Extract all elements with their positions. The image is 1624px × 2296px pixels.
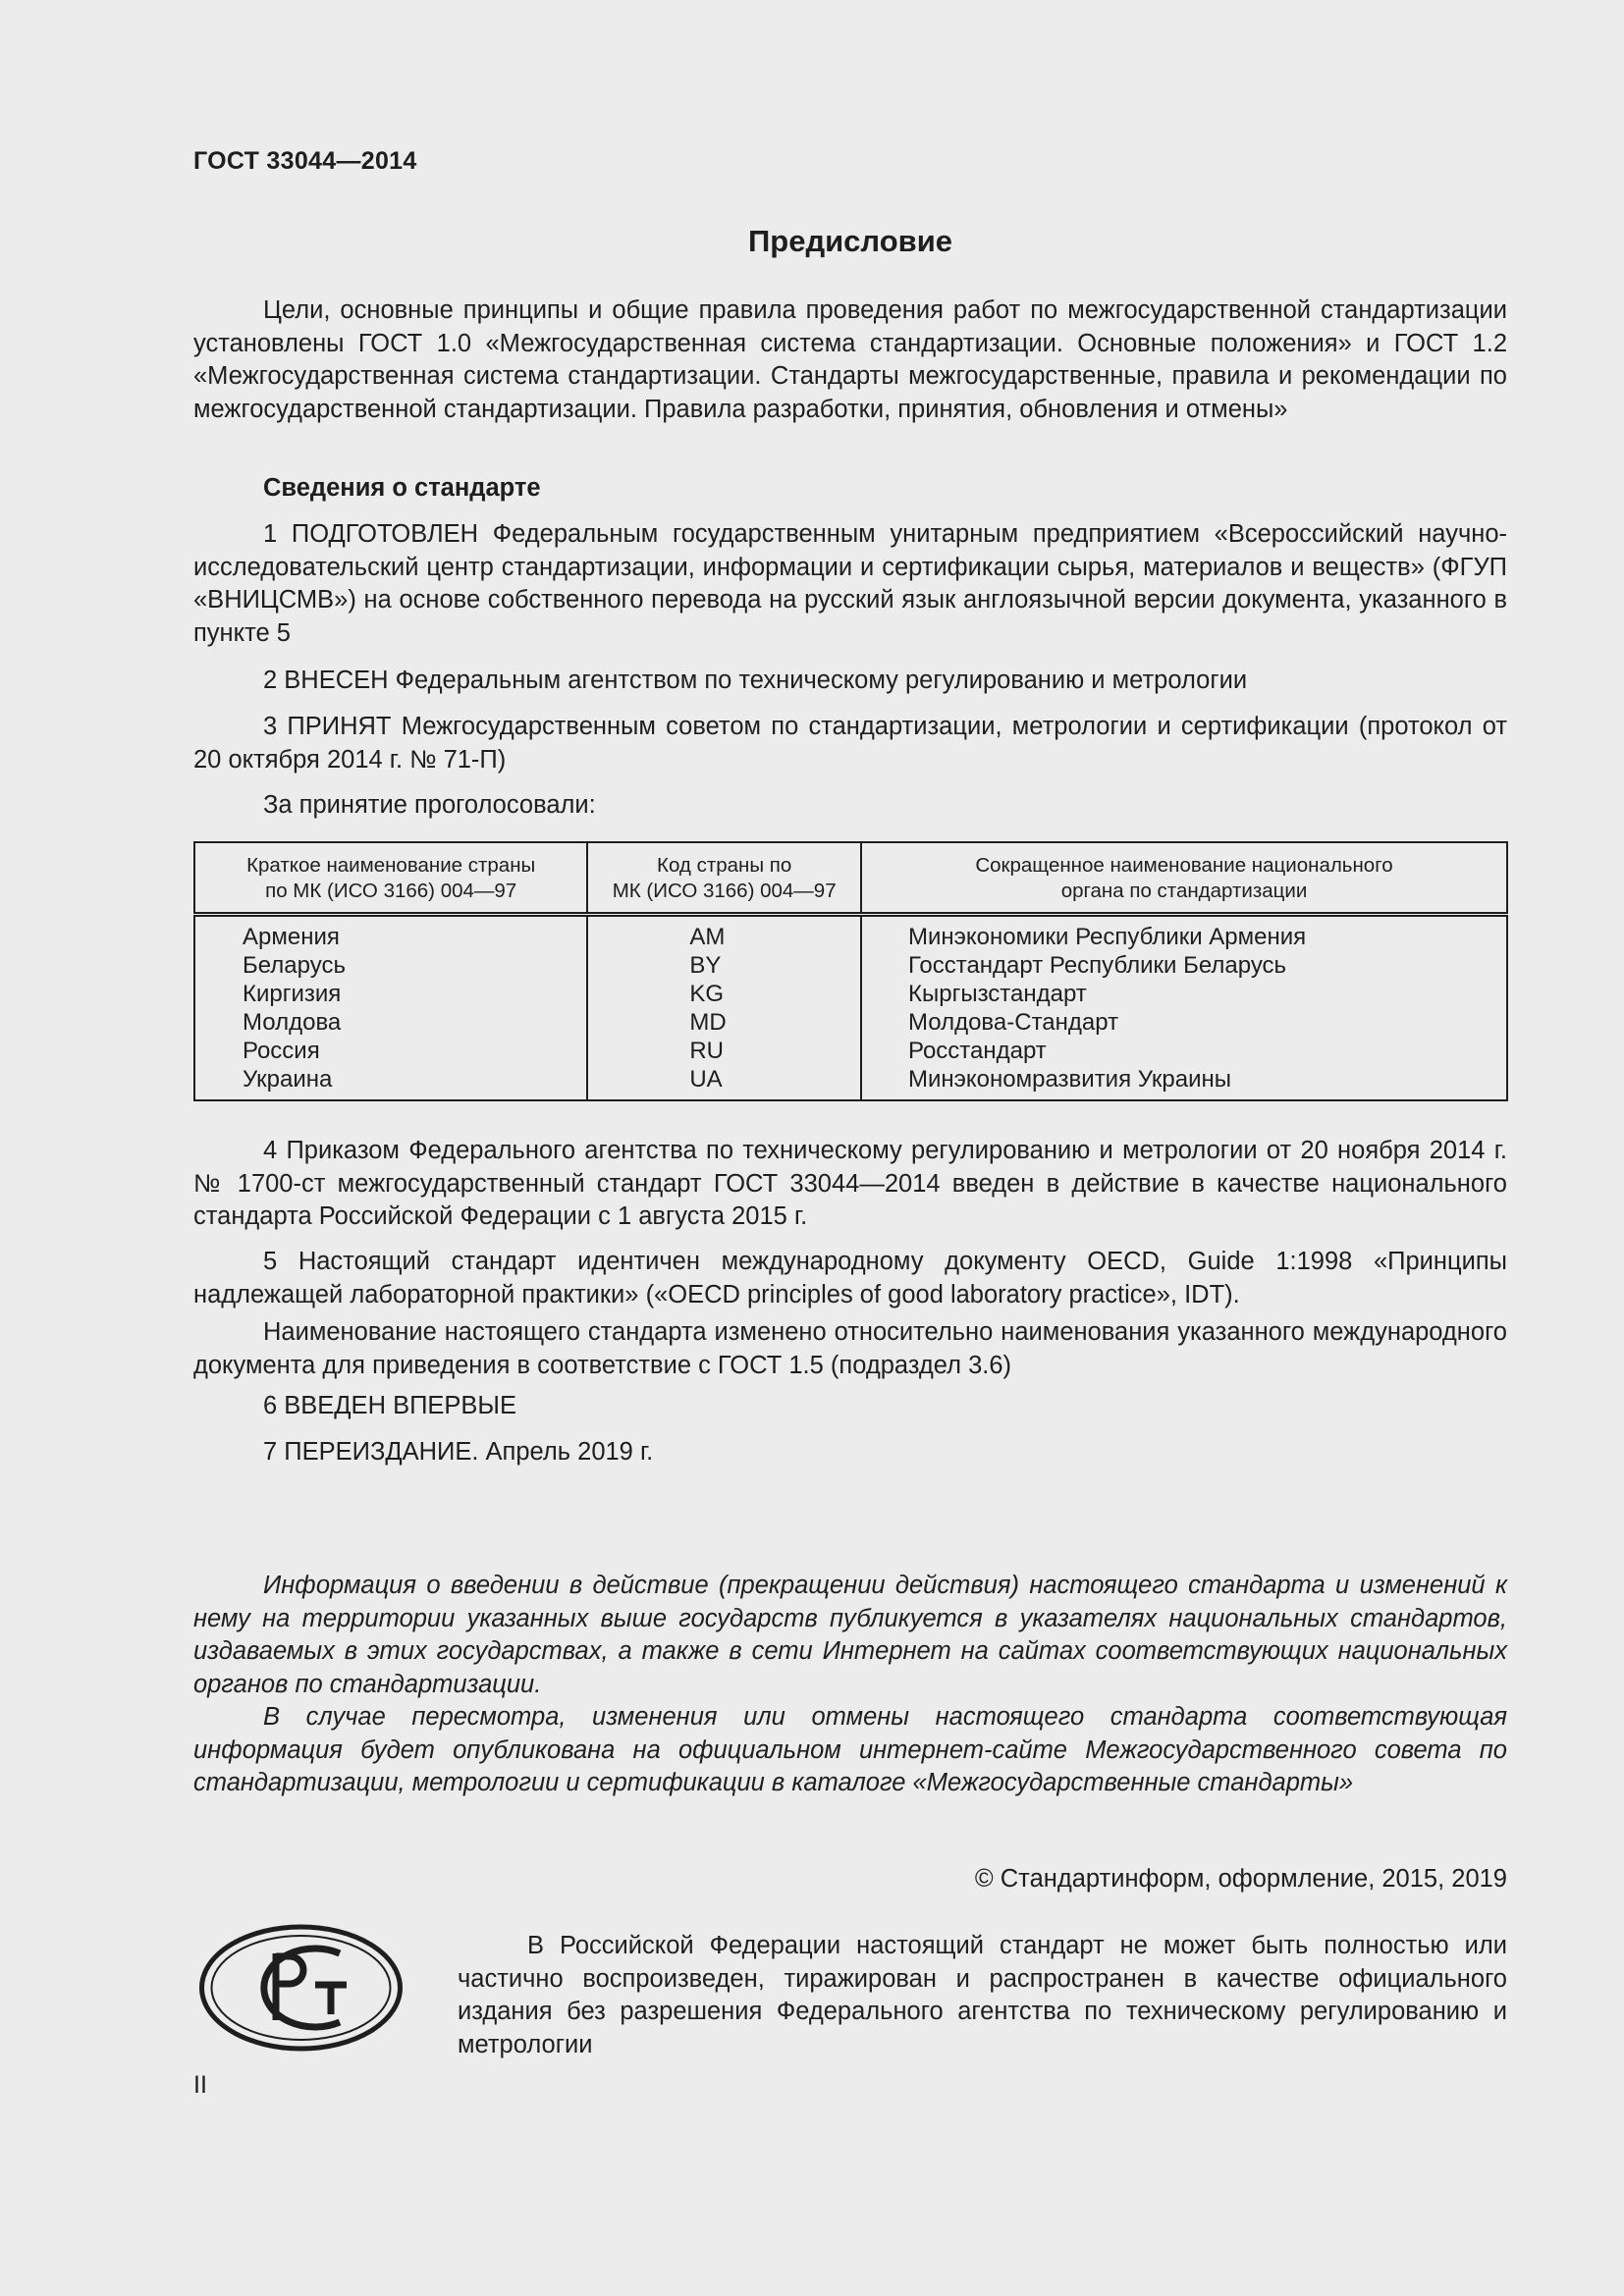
item-1 (193, 518, 1507, 650)
info-italic-block (193, 1570, 1507, 1800)
table-row (194, 1008, 1507, 1037)
country-name: Армения (194, 915, 587, 952)
country-code: RU (587, 1037, 861, 1065)
country-code: AM (587, 915, 861, 952)
national-body: Росстандарт (861, 1037, 1507, 1065)
item-7 (193, 1436, 1507, 1469)
header-country-code: Код страны по МК (ИСО 3166) 004—97 (587, 842, 861, 915)
item-2-text: 2 ВНЕСЕН Федеральным агентством по техническому регулированию и метрологии (263, 667, 1248, 694)
intro-text: Цели, основные принципы и общие правила проведения работ по межгосударственной стандартизации установлены ГОСТ 1.0 «Межгосударственная система стандартизации. Основные положения» и ГОСТ 1.2 «Межгосударственная система стандартизации. Стандарты межгосударственные, правила и рекомендации по межгосударственной стандартизации. Правила разработки, принятия, обновления и отмены» (193, 296, 1507, 423)
table-header-row (194, 842, 1507, 915)
voted-text: За принятие проголосовали: (263, 791, 596, 819)
rst-logo-icon (199, 1924, 403, 2052)
info-italic-2: В случае пересмотра, изменения или отмены настоящего стандарта соответствующая информация будет опубликована на официальном интернет-сайте Межгосударственного совета по стандартизации, метрологии и сертификации в каталоге «Межгосударственные стандарты» (193, 1703, 1507, 1796)
country-code: UA (587, 1065, 861, 1100)
country-code: KG (587, 980, 861, 1008)
rst-logo-text: РСТ (300, 2047, 302, 2048)
item-3-text: 3 ПРИНЯТ Межгосударственным советом по стандартизации, метрологии и сертификации (протокол от 20 октября 2014 г. № 71-П) (193, 713, 1507, 774)
national-body: Госстандарт Республики Беларусь (861, 951, 1507, 980)
page-number: II (193, 2071, 207, 2099)
national-body: Минэкономики Республики Армения (861, 915, 1507, 952)
info-heading-text: Сведения о стандарте (263, 474, 541, 502)
header-national-body: Сокращенное наименование национального органа по стандартизации (861, 842, 1507, 915)
item-5b-text: Наименование настоящего стандарта изменено относительно наименования указанного международного документа для приведения в соответствие с ГОСТ 1.5 (подраздел 3.6) (193, 1318, 1507, 1379)
country-name: Молдова (194, 1008, 587, 1037)
national-body: Кыргызстандарт (861, 980, 1507, 1008)
national-body: Минэкономразвития Украины (861, 1065, 1507, 1100)
page-title: Предисловие (747, 224, 952, 258)
table-row (194, 951, 1507, 980)
item-5-text: 5 Настоящий стандарт идентичен международному документу OECD, Guide 1:1998 «Принципы надлежащей лабораторной практики» («OECD principles of good laboratory practice», IDT). (193, 1248, 1507, 1308)
country-code: MD (587, 1008, 861, 1037)
item-6 (193, 1390, 1507, 1423)
country-name: Беларусь (194, 951, 587, 980)
item-2 (193, 665, 1507, 698)
rst-logo (199, 1924, 403, 2052)
table-row (194, 980, 1507, 1008)
item-7-text: 7 ПЕРЕИЗДАНИЕ. Апрель 2019 г. (263, 1438, 654, 1466)
item-4-text: 4 Приказом Федерального агентства по техническому регулированию и метрологии от 20 ноября 2014 г. № 1700-ст межгосударственный стандарт ГОСТ 33044—2014 введен в действие в качестве национального стандарта Российской Федерации с 1 августа 2015 г. (193, 1137, 1507, 1230)
countries-table (193, 841, 1508, 1101)
intro-paragraph (193, 294, 1507, 426)
copyright-notice (458, 1930, 1507, 2061)
country-name: Россия (194, 1037, 587, 1065)
header-country-name: Краткое наименование страны по МК (ИСО 3166) 004—97 (194, 842, 587, 915)
document-code: ГОСТ 33044—2014 (193, 147, 417, 175)
copyright-line: © Стандартинформ, оформление, 2015, 2019 (974, 1865, 1507, 1893)
national-body: Молдова-Стандарт (861, 1008, 1507, 1037)
item-6-text: 6 ВВЕДЕН ВПЕРВЫЕ (263, 1392, 517, 1419)
table-row (194, 1037, 1507, 1065)
country-code: BY (587, 951, 861, 980)
country-name: Украина (194, 1065, 587, 1100)
info-italic-1: Информация о введении в действие (прекращении действия) настоящего стандарта и изменений к нему на территории указанных выше государств публикуется в указателях национальных стандартов, издаваемых в этих государствах, а также в сети Интернет на сайтах соответствующих национальных органов по стандартизации. (193, 1572, 1507, 1698)
item-4 (193, 1135, 1507, 1234)
item-3 (193, 711, 1507, 776)
item-5 (193, 1246, 1507, 1382)
item-1-text: 1 ПОДГОТОВЛЕН Федеральным государственным унитарным предприятием «Всероссийский научно-исследовательский центр стандартизации, информации и сертификации сырья, материалов и веществ» (ФГУП «ВНИЦСМВ») на основе собственного перевода на русский язык англоязычной версии документа, указанного в пункте 5 (193, 520, 1507, 647)
voted-line (193, 789, 1507, 823)
table-row (194, 1065, 1507, 1100)
info-heading (193, 472, 1507, 506)
table-row (194, 915, 1507, 952)
copyright-notice-text: В Российской Федерации настоящий стандарт не может быть полностью или частично воспроизведен, тиражирован и распространен в качестве официального издания без разрешения Федерального агентства по техническому регулированию и метрологии (458, 1932, 1507, 2058)
country-name: Киргизия (194, 980, 587, 1008)
